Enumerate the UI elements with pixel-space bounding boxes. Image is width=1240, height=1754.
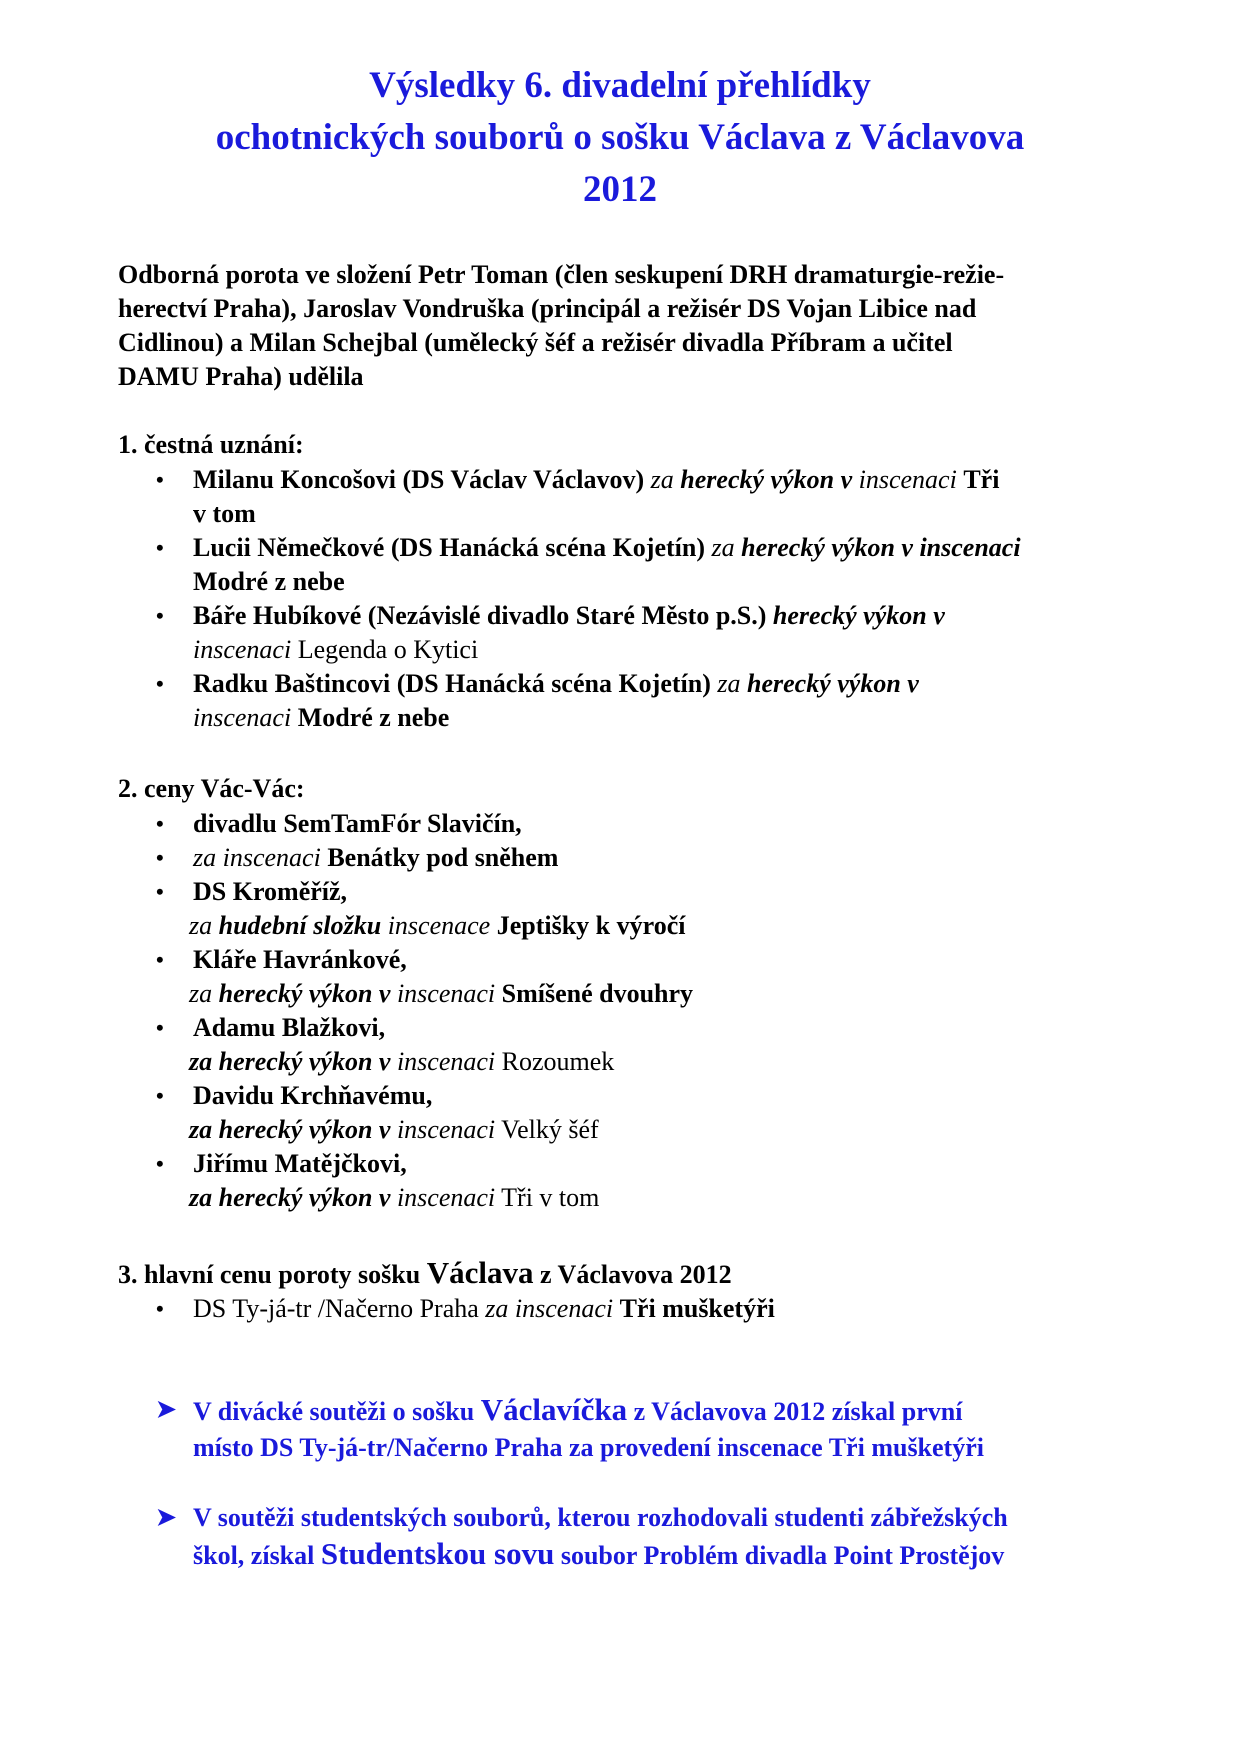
bullet-icon: • (156, 467, 164, 492)
section-2-list (0, 807, 693, 1215)
list-item: • Radku Baštincovi (DS Hanácká scéna Kojetín) za herecký výkon v inscenaci Modré z nebe (156, 669, 919, 732)
section-3-heading: 3. hlavní cenu poroty sošku Václava z Václavova 2012 (118, 1255, 732, 1290)
section-3-list (0, 1292, 775, 1326)
title-line-2: ochotnických souborů o sošku Václava z Václavova (215, 117, 1025, 158)
list-item: • Báře Hubíkové (Nezávislé divadlo Staré Město p.S.) herecký výkon v inscenaci Legenda o Kytici (156, 601, 945, 664)
bullet-icon: • (156, 845, 164, 870)
audience-award: ➤ V divácké soutěži o sošku Václavíčka z Václavova 2012 získal první místo DS Ty-já-tr/Načerno Praha za provedení inscenace Tři mušketýři (156, 1392, 984, 1462)
bullet-icon: • (156, 671, 164, 696)
title-line-1: Výsledky 6. divadelní přehlídky (369, 65, 871, 106)
bullet-icon: • (156, 535, 164, 560)
list-item: • Jiřímu Matějčkovi, za herecký výkon v inscenaci Tři v tom (156, 1149, 600, 1212)
bullet-icon: • (156, 1015, 164, 1040)
list-item: • za inscenaci Benátky pod sněhem (0, 841, 693, 875)
list-item: • Kláře Havránkové, za herecký výkon v inscenaci Smíšené dvouhry (156, 945, 694, 1008)
bullet-icon: • (156, 811, 164, 836)
list-item: • Milanu Koncošovi (DS Václav Václavov) za herecký výkon v inscenaci Tři v tom (156, 465, 1000, 528)
bullet-icon: • (156, 1083, 164, 1108)
intro-line-3: Cidlinou) a Milan Schejbal (umělecký šéf a režisér divadla Příbram a učitel (118, 328, 953, 357)
list-item: • divadlu SemTamFór Slavičín, (0, 807, 693, 841)
page-title (0, 60, 1240, 216)
bullet-icon: • (156, 1296, 164, 1321)
section-1-heading: 1. čestná uznání: (118, 430, 304, 459)
student-award: ➤ V soutěži studentských souborů, kterou rozhodovali studenti zábřežských škol, získal Studentskou sovu soubor Problém divadla Point Prostějov (0, 1500, 1008, 1574)
section-1-list (0, 463, 1021, 735)
intro-line-2: herectví Praha), Jaroslav Vondruška (principál a režisér DS Vojan Libice nad (118, 294, 977, 323)
list-item: • DS Kroměříž, za hudební složku inscenace Jeptišky k výročí (156, 877, 686, 940)
intro-line-4: DAMU Praha) udělila (118, 362, 364, 391)
list-item: • DS Ty-já-tr /Načerno Praha za inscenaci Tři mušketýři (0, 1292, 775, 1326)
bullet-icon: • (156, 1151, 164, 1176)
bullet-icon: • (156, 947, 164, 972)
section-2-heading: 2. ceny Vác-Vác: (118, 774, 305, 803)
arrowhead-bullet-icon: ➤ (156, 1505, 177, 1531)
intro-paragraph (118, 258, 1128, 394)
bullet-icon: • (156, 603, 164, 628)
title-line-3: 2012 (583, 169, 657, 210)
list-item: • Adamu Blažkovi, za herecký výkon v inscenaci Rozoumek (156, 1013, 615, 1076)
intro-line-1: Odborná porota ve složení Petr Toman (člen seskupení DRH dramaturgie-režie- (118, 260, 1005, 289)
list-item: • Davidu Krchňavému, za herecký výkon v inscenaci Velký šéf (156, 1081, 599, 1144)
list-item: • Lucii Němečkové (DS Hanácká scéna Kojetín) za herecký výkon v inscenaci Modré z nebe (156, 533, 1021, 596)
arrowhead-bullet-icon: ➤ (156, 1397, 177, 1423)
bullet-icon: • (156, 879, 164, 904)
